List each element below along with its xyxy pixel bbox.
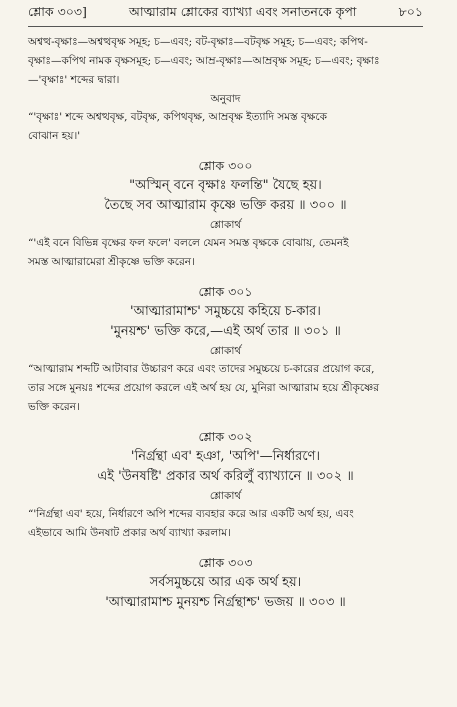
verse-300-number: শ্লোক ৩০০ xyxy=(198,158,253,173)
header-title: আত্মারাম শ্লোকের ব্যাখ্যা এবং সনাতনকে কৃপা xyxy=(129,4,357,19)
verse-303-line: সর্বসমুচ্চয়ে আর এক অর্থ হয়। xyxy=(149,575,302,590)
header-left: শ্লোক ৩০৩] xyxy=(28,4,87,19)
verse-300-meaning-line: “'এই বনে বিভিন্ন বৃক্ষের ফল ফলে' বললে যেমন সমস্ত বৃক্ষকে বোঝায়, তেমনই xyxy=(28,237,349,249)
verse-301-number: শ্লোক ৩০১ xyxy=(198,284,253,299)
word-meanings xyxy=(28,33,423,90)
verse-300-meaning-line: সমস্ত আত্মারামেরা শ্রীকৃষ্ণে ভক্তি করেন। xyxy=(28,256,195,268)
verse-300-label: শ্লোকার্থ xyxy=(209,219,242,231)
verse-301-line: 'আত্মারামাশ্চ' সমুচ্চয়ে কহিয়ে চ-কার। xyxy=(130,304,321,319)
verse-300-line: তৈছে সব আত্মারাম কৃষ্ণে ভক্তি করয় ॥ ৩০০ ॥ xyxy=(104,198,347,213)
verse-301-label: শ্লোকার্থ xyxy=(209,345,242,357)
verse-302-number: শ্লোক ৩০২ xyxy=(198,429,253,444)
verse-302-label: শ্লোকার্থ xyxy=(209,490,242,502)
verse-301-meaning-line: “আত্মারাম শব্দটি আটাবার উচ্চারণ করে এবং তাদের সমুচ্চয়ে চ-কারের প্রয়োগ করে, xyxy=(28,363,375,375)
translation-line: বোঝান হয়।' xyxy=(28,130,81,142)
verse-301-meaning-line: ভক্তি করেন। xyxy=(28,401,80,413)
verse-303-line: 'আত্মারামাশ্চ মুনয়শ্চ নির্গ্রন্থাশ্চ' ভজয় ॥ ৩০৩ ॥ xyxy=(105,595,346,610)
translation-line: “'বৃক্ষাঃ' শব্দে অশ্বত্থবৃক্ষ, বটবৃক্ষ, কপিথবৃক্ষ, আম্রবৃক্ষ ইত্যাদি সমস্ত বৃক্ষকে xyxy=(28,111,327,123)
word-meaning-line: —'বৃক্ষাঃ' শব্দের দ্বারা। xyxy=(28,74,120,86)
verse-302-meaning-line: “'নির্গ্রন্থা এব' হয়ে, নির্ধারণে অপি শব্দের ব্যবহার করে আর একটি অর্থ হয়, এবং xyxy=(28,508,354,520)
verse-301-meaning-line: তার সঙ্গে মুনয়ঃ শব্দের প্রয়োগ করলে এই অর্থ হয় যে, মুনিরা আত্মারাম হয়ে শ্রীকৃষ্ণের xyxy=(28,382,379,394)
translation-label: অনুবাদ xyxy=(210,93,241,105)
verse-302-line: 'নির্গ্রন্থা এব' হঞা, 'অপি'—নির্ধারণে। xyxy=(130,449,321,464)
word-meaning-line: বৃক্ষাঃ—কপিথ নামক বৃক্ষসমূহ; চ—এবং; আম্র-বৃক্ষাঃ—আম্রবৃক্ষ সমূহ; চ—এবং; বৃক্ষাঃ xyxy=(28,55,380,67)
verse-302-meaning-line: এইভাবে আমি উনষাট প্রকার অর্থ ব্যাখ্যা করলাম। xyxy=(28,527,231,539)
page-header xyxy=(28,4,423,27)
word-meaning-line: অশ্বত্থ-বৃক্ষাঃ—অশ্বত্থবৃক্ষ সমূহ; চ—এবং; বট-বৃক্ষাঃ—বটবৃক্ষ সমূহ; চ—এবং; কপিথ- xyxy=(28,36,368,48)
verse-300-line: "অস্মিন্‌ বনে বৃক্ষাঃ ফলন্তি" যৈছে হয়। xyxy=(129,178,322,193)
page-number: ৮০১ xyxy=(398,4,423,19)
verse-302-line: এই 'উনষষ্টি' প্রকার অর্থ করিলুঁ ব্যাখ্যানে ॥ ৩০২ ॥ xyxy=(97,469,354,484)
verse-301-line: 'মুনয়শ্চ' ভক্তি করে,—এই অর্থ তার ॥ ৩০১ ॥ xyxy=(110,324,341,339)
verse-303-number: শ্লোক ৩০৩ xyxy=(198,555,253,570)
